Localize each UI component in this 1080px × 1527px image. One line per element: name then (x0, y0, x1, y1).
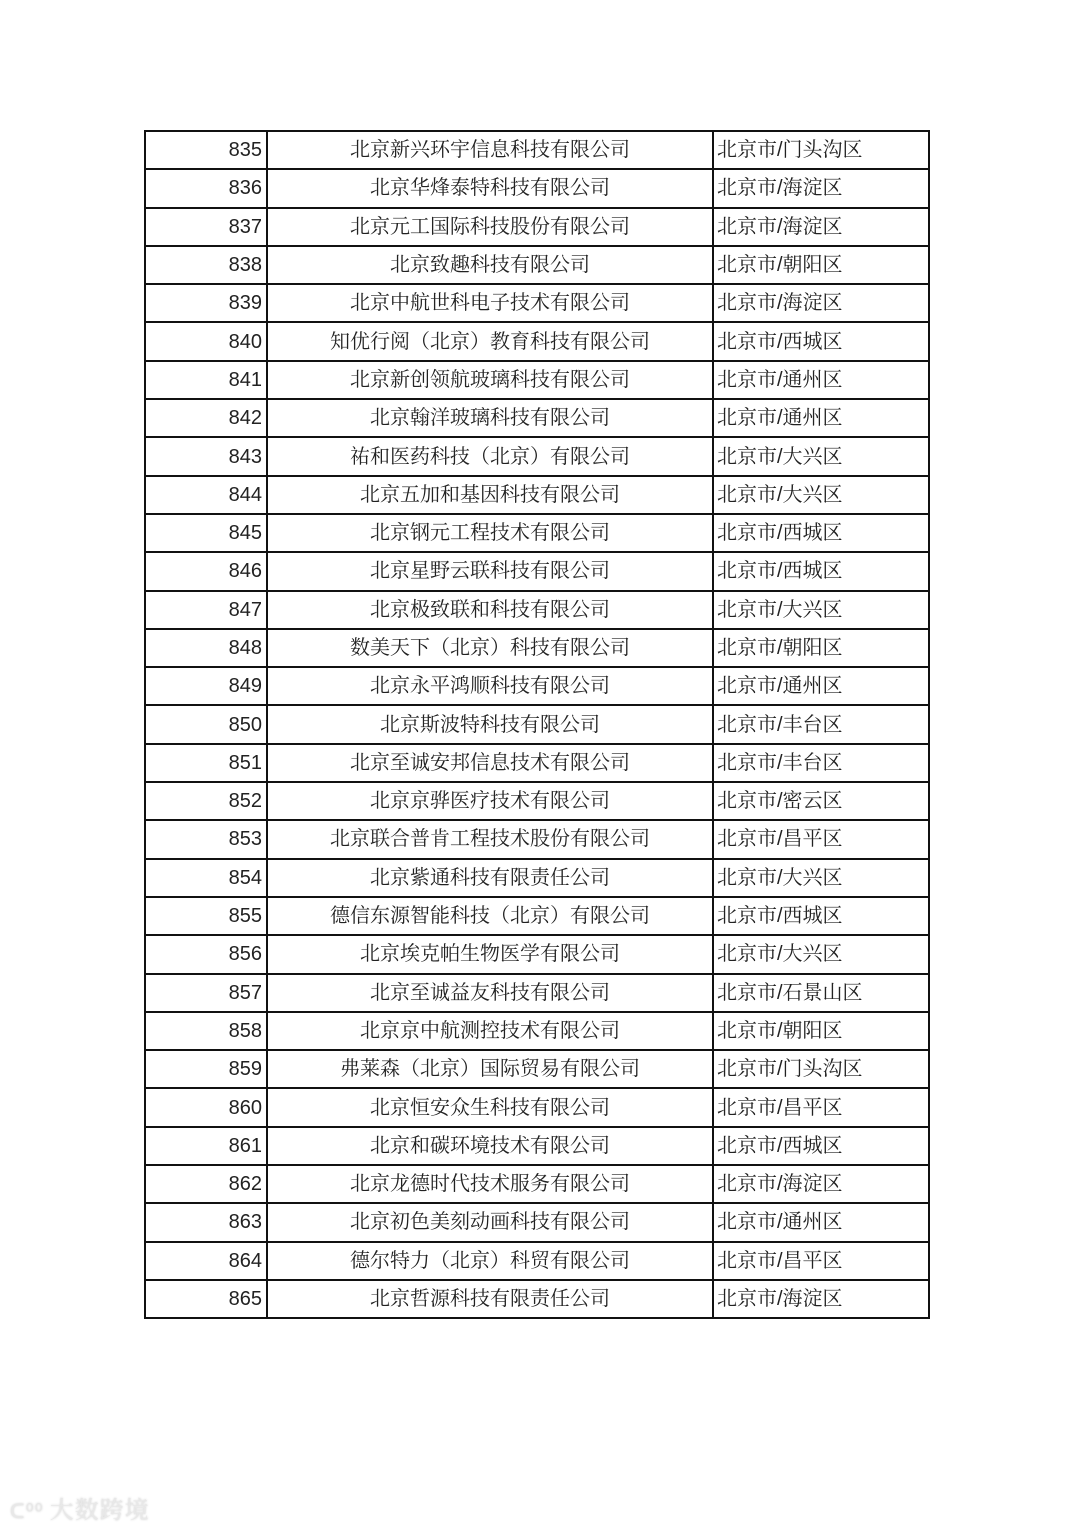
table-row (145, 208, 929, 246)
table-row (145, 1050, 929, 1088)
row-number: 844 (145, 476, 267, 514)
company-name: 北京永平鸿顺科技有限公司 (267, 667, 713, 705)
company-name: 北京致趣科技有限公司 (267, 246, 713, 284)
table-row (145, 246, 929, 284)
table-row (145, 974, 929, 1012)
company-table-body (145, 131, 929, 1318)
table-row (145, 1280, 929, 1318)
company-name: 北京钢元工程技术有限公司 (267, 514, 713, 552)
company-name: 北京至诚安邦信息技术有限公司 (267, 744, 713, 782)
table-row (145, 399, 929, 437)
district: 北京市/海淀区 (713, 1165, 929, 1203)
company-name: 北京极致联和科技有限公司 (267, 591, 713, 629)
company-name: 北京联合普肯工程技术股份有限公司 (267, 820, 713, 858)
company-name: 北京埃克帕生物医学有限公司 (267, 935, 713, 973)
district: 北京市/昌平区 (713, 1242, 929, 1280)
district: 北京市/西城区 (713, 552, 929, 590)
table-row (145, 1127, 929, 1165)
table-row (145, 437, 929, 475)
table-row (145, 284, 929, 322)
company-name: 北京和碳环境技术有限公司 (267, 1127, 713, 1165)
row-number: 856 (145, 935, 267, 973)
table-row (145, 591, 929, 629)
district: 北京市/西城区 (713, 322, 929, 360)
district: 北京市/朝阳区 (713, 1012, 929, 1050)
table-row (145, 935, 929, 973)
table-row (145, 514, 929, 552)
table-row (145, 322, 929, 360)
table-row (145, 782, 929, 820)
company-name: 北京新创领航玻璃科技有限公司 (267, 361, 713, 399)
table-row (145, 859, 929, 897)
watermark-text: 大数跨境 (49, 1497, 150, 1524)
district: 北京市/海淀区 (713, 1280, 929, 1318)
row-number: 835 (145, 131, 267, 169)
table-row (145, 629, 929, 667)
district: 北京市/西城区 (713, 897, 929, 935)
table-row (145, 131, 929, 169)
row-number: 858 (145, 1012, 267, 1050)
row-number: 840 (145, 322, 267, 360)
row-number: 862 (145, 1165, 267, 1203)
district: 北京市/西城区 (713, 1127, 929, 1165)
district: 北京市/大兴区 (713, 859, 929, 897)
district: 北京市/大兴区 (713, 591, 929, 629)
table-row (145, 897, 929, 935)
row-number: 860 (145, 1088, 267, 1126)
district: 北京市/海淀区 (713, 284, 929, 322)
company-table (144, 130, 930, 1319)
district: 北京市/大兴区 (713, 476, 929, 514)
row-number: 842 (145, 399, 267, 437)
company-name: 数美天下（北京）科技有限公司 (267, 629, 713, 667)
row-number: 864 (145, 1242, 267, 1280)
table-row (145, 361, 929, 399)
company-name: 知优行阅（北京）教育科技有限公司 (267, 322, 713, 360)
row-number: 861 (145, 1127, 267, 1165)
company-name: 北京京中航测控技术有限公司 (267, 1012, 713, 1050)
company-name: 德信东源智能科技（北京）有限公司 (267, 897, 713, 935)
row-number: 846 (145, 552, 267, 590)
table-row (145, 169, 929, 207)
district: 北京市/丰台区 (713, 744, 929, 782)
district: 北京市/西城区 (713, 514, 929, 552)
row-number: 838 (145, 246, 267, 284)
district: 北京市/大兴区 (713, 437, 929, 475)
company-name: 北京星野云联科技有限公司 (267, 552, 713, 590)
district: 北京市/门头沟区 (713, 1050, 929, 1088)
table-row (145, 667, 929, 705)
district: 北京市/大兴区 (713, 935, 929, 973)
district: 北京市/昌平区 (713, 820, 929, 858)
row-number: 859 (145, 1050, 267, 1088)
row-number: 853 (145, 820, 267, 858)
company-name: 弗莱森（北京）国际贸易有限公司 (267, 1050, 713, 1088)
row-number: 847 (145, 591, 267, 629)
company-name: 北京翰洋玻璃科技有限公司 (267, 399, 713, 437)
row-number: 857 (145, 974, 267, 1012)
row-number: 854 (145, 859, 267, 897)
watermark-logo-icon: ᑕ⁰⁰ (10, 1501, 44, 1523)
table-row (145, 1242, 929, 1280)
table-row (145, 552, 929, 590)
row-number: 845 (145, 514, 267, 552)
company-name: 北京初色美刻动画科技有限公司 (267, 1203, 713, 1241)
table-row (145, 820, 929, 858)
table-row (145, 476, 929, 514)
row-number: 863 (145, 1203, 267, 1241)
table-row (145, 1012, 929, 1050)
row-number: 855 (145, 897, 267, 935)
row-number: 850 (145, 705, 267, 743)
table-row (145, 705, 929, 743)
district: 北京市/通州区 (713, 399, 929, 437)
row-number: 848 (145, 629, 267, 667)
table-row (145, 1088, 929, 1126)
district: 北京市/海淀区 (713, 169, 929, 207)
district: 北京市/丰台区 (713, 705, 929, 743)
row-number: 837 (145, 208, 267, 246)
district: 北京市/通州区 (713, 1203, 929, 1241)
company-name: 北京紫通科技有限责任公司 (267, 859, 713, 897)
company-name: 北京龙德时代技术服务有限公司 (267, 1165, 713, 1203)
company-name: 北京哲源科技有限责任公司 (267, 1280, 713, 1318)
district: 北京市/朝阳区 (713, 246, 929, 284)
district: 北京市/朝阳区 (713, 629, 929, 667)
row-number: 865 (145, 1280, 267, 1318)
district: 北京市/昌平区 (713, 1088, 929, 1126)
table-row (145, 1203, 929, 1241)
company-name: 北京元工国际科技股份有限公司 (267, 208, 713, 246)
company-name: 北京京骅医疗技术有限公司 (267, 782, 713, 820)
company-name: 北京恒安众生科技有限公司 (267, 1088, 713, 1126)
company-name: 北京新兴环宇信息科技有限公司 (267, 131, 713, 169)
row-number: 836 (145, 169, 267, 207)
district: 北京市/石景山区 (713, 974, 929, 1012)
district: 北京市/通州区 (713, 667, 929, 705)
row-number: 843 (145, 437, 267, 475)
watermark (10, 1490, 150, 1525)
company-name: 祐和医药科技（北京）有限公司 (267, 437, 713, 475)
row-number: 841 (145, 361, 267, 399)
row-number: 851 (145, 744, 267, 782)
district: 北京市/海淀区 (713, 208, 929, 246)
district: 北京市/密云区 (713, 782, 929, 820)
district: 北京市/通州区 (713, 361, 929, 399)
company-name: 北京五加和基因科技有限公司 (267, 476, 713, 514)
company-name: 北京华烽泰特科技有限公司 (267, 169, 713, 207)
company-name: 北京斯波特科技有限公司 (267, 705, 713, 743)
company-name: 北京中航世科电子技术有限公司 (267, 284, 713, 322)
company-name: 北京至诚益友科技有限公司 (267, 974, 713, 1012)
district: 北京市/门头沟区 (713, 131, 929, 169)
company-name: 德尔特力（北京）科贸有限公司 (267, 1242, 713, 1280)
row-number: 852 (145, 782, 267, 820)
table-row (145, 744, 929, 782)
row-number: 839 (145, 284, 267, 322)
row-number: 849 (145, 667, 267, 705)
table-row (145, 1165, 929, 1203)
